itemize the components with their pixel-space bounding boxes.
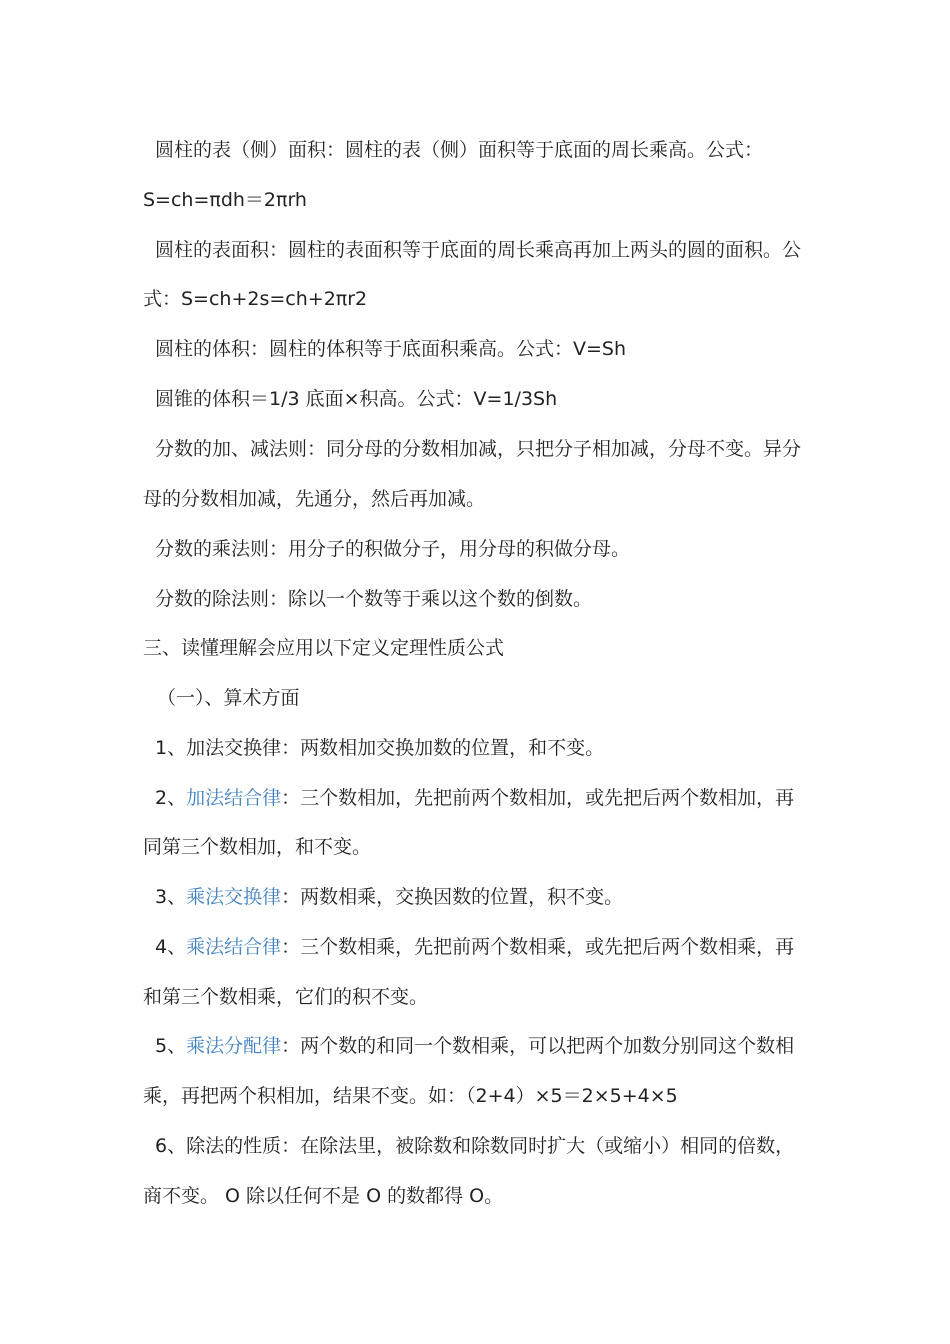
text-line-multiplication-associative: [143, 929, 835, 965]
term-link-multiplication-associative[interactable]: 乘法结合律: [186, 936, 282, 958]
term-description: ：两个数的和同一个数相乘，可以把两个加数分别同这个数相: [281, 1035, 795, 1057]
text-line-multiplication-commutative: [143, 879, 835, 915]
text-line-cylinder-surface-formula: 式：S=ch+2s=ch+2πr2: [143, 288, 368, 310]
text-line-addition-associative: [143, 780, 835, 816]
term-description: ：两数相乘，交换因数的位置，积不变。: [281, 886, 624, 908]
subsection-heading-arithmetic: （一）、算术方面: [157, 687, 300, 709]
text-line-cylinder-volume: 圆柱的体积：圆柱的体积等于底面积乘高。公式：V=Sh: [155, 338, 627, 360]
text-line-division-property-cont: 商不变。 O 除以任何不是 O 的数都得 O。: [143, 1185, 504, 1207]
text-line-cone-volume: 圆锥的体积＝1/3 底面×积高。公式：V=1/3Sh: [155, 388, 558, 410]
text-line-cylinder-surface-area: 圆柱的表面积：圆柱的表面积等于底面的周长乘高再加上两头的圆的面积。公: [155, 239, 802, 261]
text-line-addition-commutative: 1、加法交换律：两数相加交换加数的位置，和不变。: [155, 737, 605, 759]
list-number: 3、: [155, 886, 187, 908]
text-line-fraction-divide: 分数的除法则：除以一个数等于乘以这个数的倒数。: [155, 588, 593, 610]
term-link-addition-associative[interactable]: 加法结合律: [186, 787, 282, 809]
text-line-fraction-add-sub: 分数的加、减法则：同分母的分数相加减，只把分子相加减，分母不变。异分: [155, 438, 802, 460]
text-line-cylinder-lateral-area: 圆柱的表（侧）面积：圆柱的表（侧）面积等于底面的周长乘高。公式：: [155, 139, 764, 161]
term-link-multiplication-distributive[interactable]: 乘法分配律: [186, 1035, 282, 1057]
term-description: ：三个数相乘，先把前两个数相乘，或先把后两个数相乘，再: [281, 936, 795, 958]
text-line-fraction-multiply: 分数的乘法则：用分子的积做分子，用分母的积做分母。: [155, 538, 631, 560]
list-number: 5、: [155, 1035, 187, 1057]
text-line-multiplication-associative-cont: 和第三个数相乘，它们的积不变。: [143, 986, 429, 1008]
section-heading-three: 三、读懂理解会应用以下定义定理性质公式: [143, 637, 505, 659]
term-description: ：三个数相加，先把前两个数相加，或先把后两个数相加，再: [281, 787, 795, 809]
text-line-cylinder-lateral-formula: S=ch=πdh＝2πrh: [143, 189, 307, 211]
list-number: 4、: [155, 936, 187, 958]
text-line-division-property: 6、除法的性质：在除法里，被除数和除数同时扩大（或缩小）相同的倍数，: [155, 1135, 795, 1157]
text-line-multiplication-distributive-cont: 乘，再把两个积相加，结果不变。如：（2+4）×5＝2×5+4×5: [143, 1085, 678, 1107]
text-line-addition-associative-cont: 同第三个数相加，和不变。: [143, 836, 372, 858]
text-line-fraction-add-sub-cont: 母的分数相加减，先通分，然后再加减。: [143, 488, 486, 510]
term-link-multiplication-commutative[interactable]: 乘法交换律: [186, 886, 282, 908]
list-number: 2、: [155, 787, 187, 809]
text-line-multiplication-distributive: [143, 1028, 835, 1064]
